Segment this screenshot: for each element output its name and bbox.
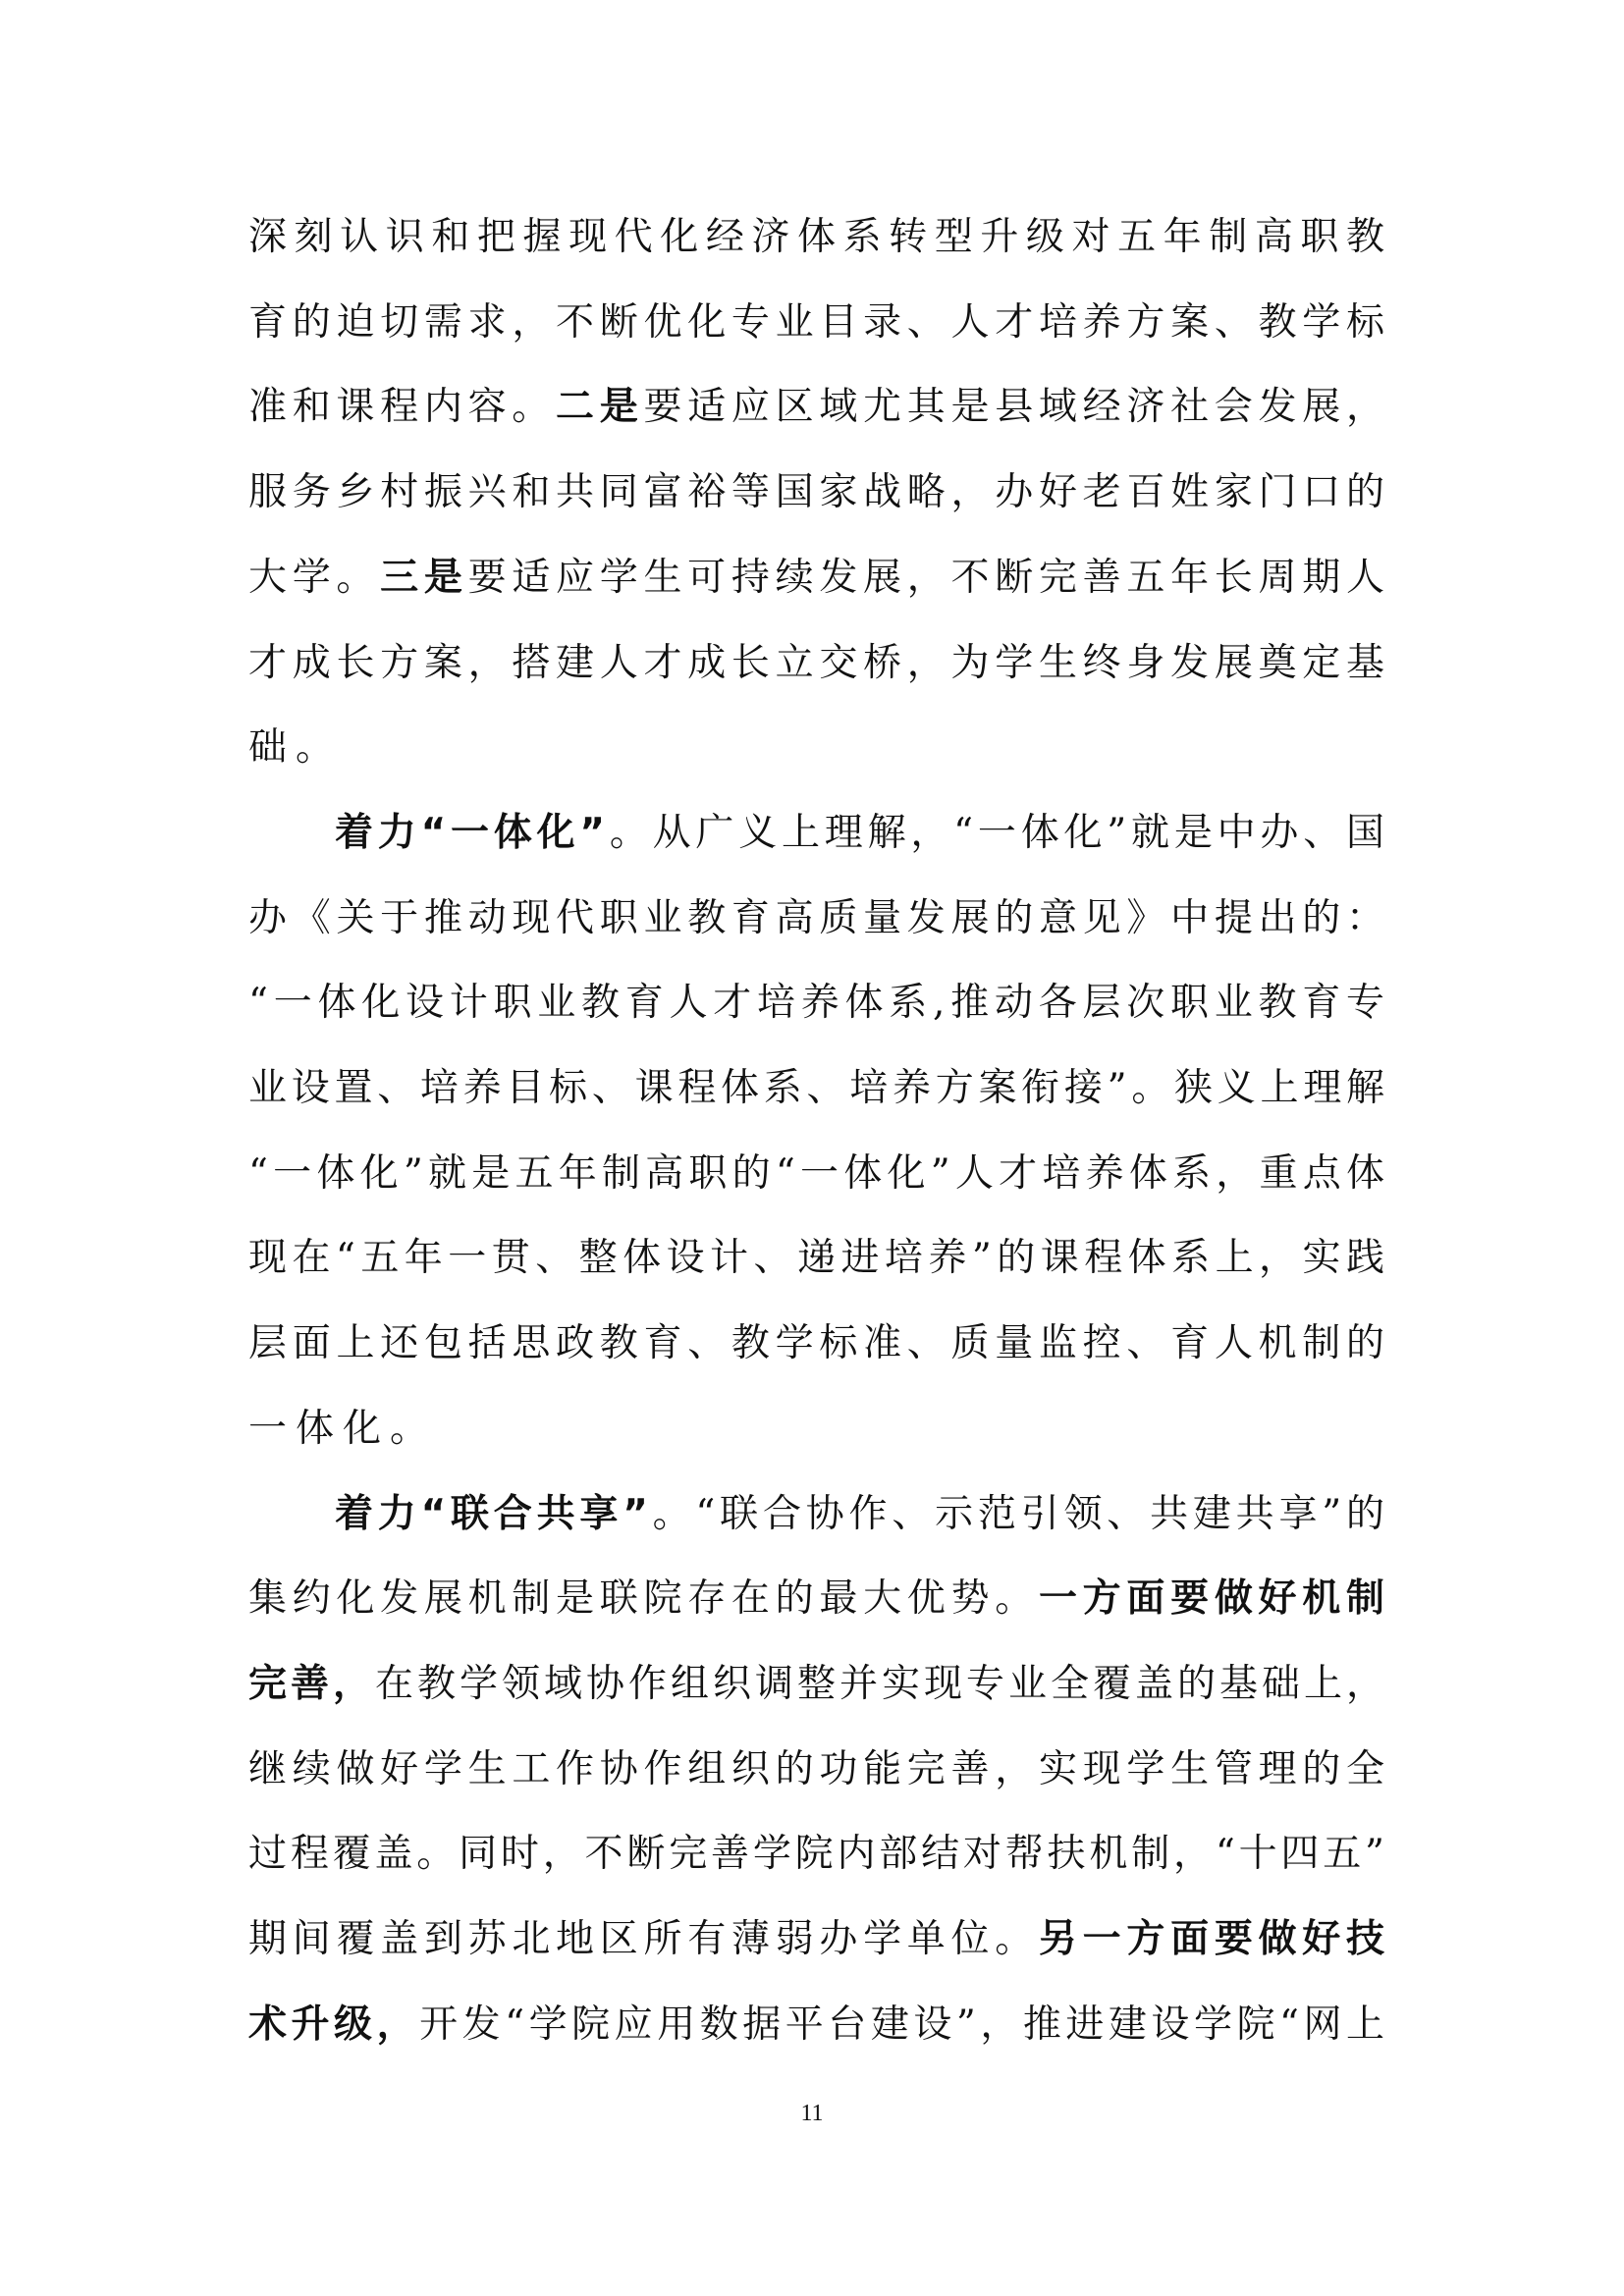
text-run: 。“联合协作、示范引领、共建共享”的: [647, 1491, 1384, 1536]
page-number: 11: [800, 2101, 824, 2126]
text-line: [248, 469, 1384, 516]
text-run: 一体化。: [248, 1406, 438, 1451]
text-run: 育的迫切需求，不断优化专业目录、人才培养方案、教学标: [248, 299, 1384, 345]
text-run: 业设置、培养目标、课程体系、培养方案衔接”。狭义上理解: [248, 1066, 1384, 1110]
text-line: [248, 1746, 1384, 1793]
text-line: [248, 724, 1384, 772]
text-run: 。从广义上理解，“一体化”就是中办、国: [605, 810, 1384, 855]
text-line: [248, 980, 1384, 1027]
text-run: 开发“学院应用数据平台建设”，推进建设学院“网上: [419, 2002, 1384, 2047]
text-run: 服务乡村振兴和共同富裕等国家战略，办好老百姓家门口的: [248, 470, 1384, 515]
text-line: [248, 1406, 1384, 1453]
text-run: 大学。: [248, 555, 381, 600]
text-run: “一体化设计职业教育人才培养体系,推动各层次职业教育专: [248, 981, 1384, 1026]
text-run: 期间覆盖到苏北地区所有薄弱办学单位。: [248, 1917, 1039, 1961]
text-run: 要适应学生可持续发展，不断完善五年长周期人: [467, 555, 1384, 600]
text-line: [248, 895, 1384, 942]
text-run: “一体化”就是五年制高职的“一体化”人才培养体系，重点体: [248, 1150, 1384, 1196]
text-line: [248, 384, 1384, 431]
text-line: [248, 1916, 1384, 1963]
bold-text: 术升级，: [248, 2002, 420, 2047]
text-line: [248, 1320, 1384, 1367]
text-run: 准和课程内容。: [248, 385, 557, 430]
bold-text: 二是: [556, 385, 644, 430]
text-line: [248, 1575, 1384, 1623]
bold-text: 着力“一体化”: [335, 810, 606, 855]
text-line: [248, 2002, 1384, 2049]
text-run: 集约化发展机制是联院存在的最大优势。: [248, 1576, 1039, 1622]
text-line: [248, 555, 1384, 602]
text-line: [248, 1831, 1384, 1878]
text-run: 办《关于推动现代职业教育高质量发展的意见》中提出的：: [248, 895, 1384, 940]
text-line: [248, 299, 1384, 347]
text-run: 在教学领域协作组织调整并实现专业全覆盖的基础上，: [375, 1661, 1384, 1706]
text-run: 础。: [248, 725, 344, 771]
text-line: [335, 810, 1384, 857]
bold-text: 着力“联合共享”: [335, 1491, 648, 1536]
text-run: 现在“五年一贯、整体设计、递进培养”的课程体系上，实践: [248, 1236, 1384, 1281]
text-run: 深刻认识和把握现代化经济体系转型升级对五年制高职教: [248, 215, 1384, 259]
text-line: [248, 1235, 1384, 1282]
text-run: 才成长方案，搭建人才成长立交桥，为学生终身发展奠定基: [248, 640, 1384, 685]
bold-text: 另一方面要做好技: [1038, 1917, 1384, 1961]
bold-text: 三是: [380, 555, 468, 600]
text-run: 继续做好学生工作协作组织的功能完善，实现学生管理的全: [248, 1746, 1384, 1791]
text-line: [248, 1065, 1384, 1112]
text-line: [248, 640, 1384, 687]
text-line: [248, 214, 1384, 261]
text-line: [248, 1150, 1384, 1198]
text-line: [335, 1491, 1384, 1538]
text-run: 要适应区域尤其是县域经济社会发展，: [643, 385, 1384, 430]
text-line: [248, 1661, 1384, 1708]
text-run: 过程覆盖。同时，不断完善学院内部结对帮扶机制，“十四五”: [248, 1832, 1384, 1877]
text-run: 层面上还包括思政教育、教学标准、质量监控、育人机制的: [248, 1321, 1384, 1366]
bold-text: 一方面要做好机制: [1038, 1576, 1384, 1622]
bold-text: 完善，: [248, 1661, 375, 1706]
